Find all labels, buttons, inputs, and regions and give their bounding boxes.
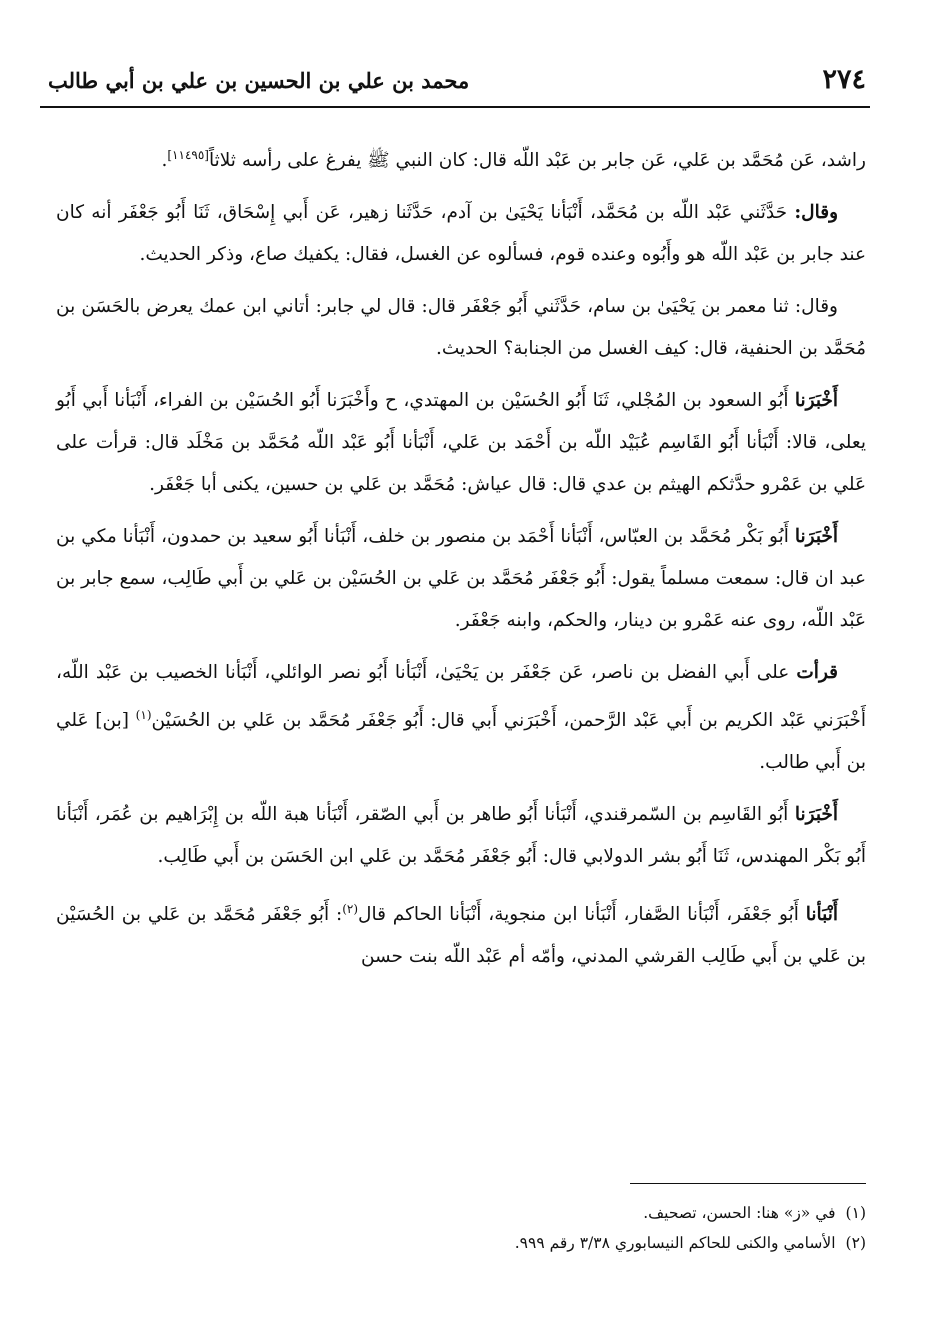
reference-number: [١١٤٩٥] [167, 148, 209, 162]
footnote-text: الأسامي والكنى للحاكم النيسابوري ٣/٣٨ رقم ٩٩٩. [514, 1234, 836, 1252]
paragraph [56, 134, 866, 182]
paragraph-tail: . [161, 150, 168, 172]
footnote-number: (١) [845, 1204, 866, 1222]
paragraph-text: راشد، عَن مُحَمَّد بن عَلي، عَن جابر بن عَبْد اللّه قال: كان النبي ﷺ يفرغ على رأسه ثلاثاً [208, 150, 866, 172]
paragraph-text: أَبُو السعود بن المُجْلي، ثَنَا أَبُو الحُسَيْن بن المهتدي، ح وأَخْبَرَنا أَبُو الحُسَيْن بن الفراء، أَنْبَأنا أَبي أَبُو يعلى، قالا: أَنْبَأنا أَبُو القَاسِم عُبَيْد اللّه بن أَحْمَد بن عَلي، أَنْبَأنا أَبُو عَبْد اللّه مُحَمَّد بن مَخْلَد قال: قرأت على عَلي بن عَمْرو حدَّثكم الهيثم بن عدي قال: قال عياش: مُحَمَّد بن عَلي بن حسين، يكنى أبا جَعْفَر. [56, 390, 866, 496]
footnotes [56, 1183, 866, 1258]
paragraph-lead: أَخْبَرَنا [794, 804, 838, 826]
footnote-marker: (١) [135, 708, 152, 723]
paragraph-lead: قرأت [796, 662, 838, 684]
footnote-text: في «ز» هنا: الحسن، تصحيف. [643, 1204, 836, 1222]
paragraph [56, 794, 866, 878]
paragraph-text: وقال: ثنا معمر بن يَحْيَىٰ بن سام، حَدَّثَني أَبُو جَعْفَر قال: قال لي جابر: أتاني ابن عمك يعرض بالحَسَن بن مُحَمَّد بن الحنفية، قال: كيف الغسل من الجنابة؟ الحديث. [56, 296, 866, 360]
paragraph-text: حَدَّثَني عَبْد اللّه بن مُحَمَّد، أَنْبَأنا يَحْيَىٰ بن آدم، حَدَّثَنا زهير، عَن أَبي إِسْحَاق، ثَنَا أَبُو جَعْفَر أنه كان عند جابر بن عَبْد اللّه هو وأَبُوه وعنده قوم، فسألوه عن الغسل، فقال: يكفيك صاع، وذكر الحديث. [56, 202, 866, 266]
page-number: ٢٧٤ [822, 64, 866, 95]
paragraph [56, 192, 866, 276]
paragraph-tail: [بن] عَلي بن أَبي طالب. [56, 710, 866, 774]
paragraph [56, 652, 866, 784]
paragraph-lead: أَخْبَرَنا [794, 390, 838, 412]
footnote-marker: (٢) [342, 902, 359, 917]
paragraph [56, 380, 866, 506]
paragraph-lead: أَخْبَرَنا [794, 526, 838, 548]
paragraph-text: على أَبي الفضل بن ناصر، عَن جَعْفَر بن يَحْيَىٰ، أَنْبَأنا أَبُو نصر الوائلي، أَنْبَأنا الخصيب بن عَبْد اللّه، أَخْبَرَني عَبْد الكريم بن أَبي عَبْد الرَّحمن، أَخْبَرَني أَبي قال: أَبُو جَعْفَر مُحَمَّد بن عَلي بن الحُسَيْن [56, 662, 866, 732]
paragraph [56, 286, 866, 370]
footnote-number: (٢) [845, 1234, 866, 1252]
footnote [56, 1198, 866, 1228]
page-header [40, 62, 870, 108]
footnote [56, 1228, 866, 1258]
paragraph-tail: : أَبُو جَعْفَر مُحَمَّد بن عَلي بن الحُسَيْن بن عَلي بن أَبي طَالِب القرشي المدني، وأمّه أم عَبْد اللّه بنت حسن [56, 904, 866, 968]
paragraph-lead: وقال: [794, 202, 838, 224]
paragraph [56, 516, 866, 642]
running-title: محمد بن علي بن الحسين بن علي بن أبي طالب [48, 68, 470, 93]
main-text [56, 134, 866, 988]
paragraph-lead: أَنْبَأنا [805, 904, 838, 926]
paragraph-text: أَبُو بَكْر مُحَمَّد بن العبّاس، أَنْبَأنا أَحْمَد بن منصور بن خلف، أَنْبَأنا أَبُو سعيد بن حمدون، أَنْبَأنا مكي بن عبد ان قال: سمعت مسلماً يقول: أَبُو جَعْفَر مُحَمَّد بن عَلي بن الحُسَيْن بن عَلي بن أَبي طَالِب، سمع جابر بن عَبْد اللّه، روى عنه عَمْرو بن دينار، والحكم، وابنه جَعْفَر. [56, 526, 866, 632]
footnote-divider [630, 1183, 866, 1184]
paragraph-text: أَبُو جَعْفَر، أَنْبَأنا الصَّفار، أَنْبَأنا ابن منجوية، أَنْبَأنا الحاكم قال [358, 904, 806, 926]
paragraph-text: أَبُو القَاسِم بن السّمرقندي، أَنْبَأنا أَبُو طاهر بن أَبي الصّقر، أَنْبَأنا هبة اللّه بن إِبْرَاهيم بن عُمَر، أَنْبَأنا أَبُو بَكْر المهندس، ثَنَا أَبُو بشر الدولابي قال: أَبُو جَعْفَر مُحَمَّد بن عَلي ابن الحَسَن بن أَبي طَالِب. [56, 804, 866, 868]
paragraph [56, 888, 866, 978]
